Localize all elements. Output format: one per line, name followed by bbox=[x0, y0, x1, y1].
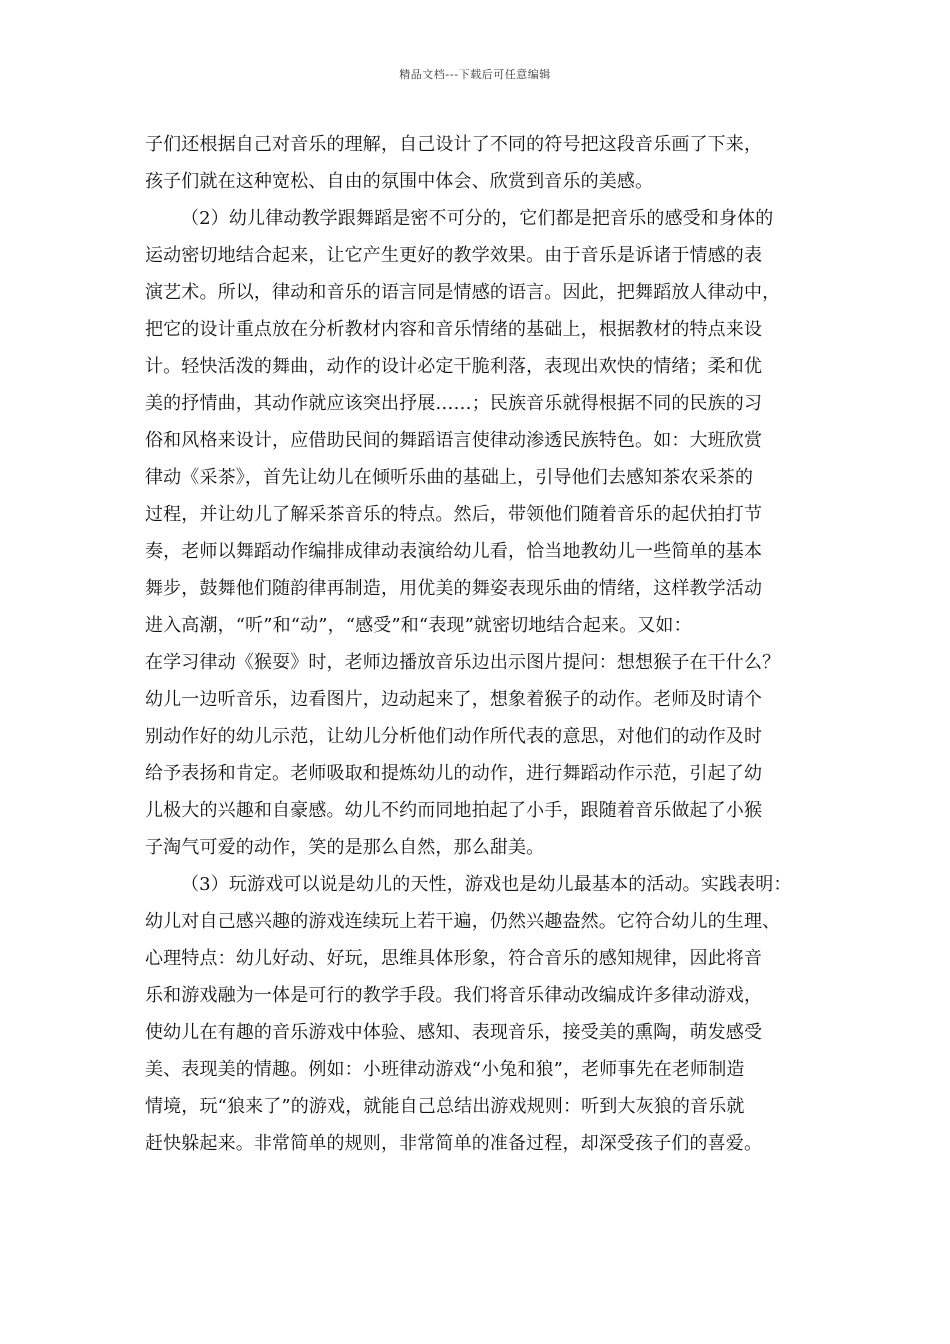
text-line: 过程，并让幼儿了解采茶音乐的特点。然后，带领他们随着音乐的起伏拍打节 bbox=[145, 504, 763, 525]
text-line: 舞步，鼓舞他们随韵律再制造，用优美的舞姿表现乐曲的情绪，这样教学活动 bbox=[145, 578, 763, 599]
text-line: 把它的设计重点放在分析教材内容和音乐情绪的基础上，根据教材的特点来设 bbox=[145, 319, 763, 340]
text-line: 赶快躲起来。非常简单的规则，非常简单的准备过程，却深受孩子们的喜爱。 bbox=[145, 1133, 763, 1154]
text-line: 演艺术。所以，律动和音乐的语言同是情感的语言。因此，把舞蹈放人律动中， bbox=[145, 282, 781, 303]
text-line: 使幼儿在有趣的音乐游戏中体验、感知、表现音乐，接受美的熏陶，萌发感受 bbox=[145, 1022, 763, 1043]
text-line: 给予表扬和肯定。老师吸取和提炼幼儿的动作，进行舞蹈动作示范，引起了幼 bbox=[145, 763, 763, 784]
text-line: 美的抒情曲，其动作就应该突出抒展……；民族音乐就得根据不同的民族的习 bbox=[145, 393, 763, 414]
text-line: 子淘气可爱的动作，笑的是那么自然，那么甜美。 bbox=[145, 837, 545, 858]
text-line: 运动密切地结合起来，让它产生更好的教学效果。由于音乐是诉诸于情感的表 bbox=[145, 245, 763, 266]
text-line: 儿极大的兴趣和自豪感。幼儿不约而同地拍起了小手，跟随着音乐做起了小猴 bbox=[145, 800, 763, 821]
text-line: 别动作好的幼儿示范，让幼儿分析他们动作所代表的意思，对他们的动作及时 bbox=[145, 726, 763, 747]
text-line: 幼儿一边听音乐，边看图片，边动起来了，想象着猴子的动作。老师及时请个 bbox=[145, 689, 763, 710]
paragraph-start-line: （2）幼儿律动教学跟舞蹈是密不可分的，它们都是把音乐的感受和身体的 bbox=[181, 208, 774, 229]
text-line: 乐和游戏融为一体是可行的教学手段。我们将音乐律动改编成许多律动游戏， bbox=[145, 985, 763, 1006]
paragraph-start-line: （3）玩游戏可以说是幼儿的天性，游戏也是幼儿最基本的活动。实践表明： bbox=[181, 874, 792, 895]
page-header: 精品文档---下载后可任意编辑 bbox=[399, 68, 551, 81]
text-line: 进入高潮，“听”和“动”，“感受”和“表现”就密切地结合起来。又如： bbox=[145, 615, 692, 636]
text-line: 俗和风格来设计，应借助民间的舞蹈语言使律动渗透民族特色。如：大班欣赏 bbox=[145, 430, 763, 451]
text-line: 律动《采茶》，首先让幼儿在倾听乐曲的基础上，引导他们去感知茶农采茶的 bbox=[145, 467, 754, 488]
text-line: 奏，老师以舞蹈动作编排成律动表演给幼儿看，恰当地教幼儿一些简单的基本 bbox=[145, 541, 763, 562]
text-line: 孩子们就在这种宽松、自由的氛围中体会、欣赏到音乐的美感。 bbox=[145, 171, 654, 192]
text-line: 幼儿对自己感兴趣的游戏连续玩上若干遍，仍然兴趣盎然。它符合幼儿的生理、 bbox=[145, 911, 781, 932]
text-line: 子们还根据自己对音乐的理解，自己设计了不同的符号把这段音乐画了下来， bbox=[145, 134, 763, 155]
text-line: 计。轻快活泼的舞曲，动作的设计必定干脆利落，表现出欢快的情绪；柔和优 bbox=[145, 356, 763, 377]
text-line: 情境，玩“狼来了”的游戏，就能自己总结出游戏规则：听到大灰狼的音乐就 bbox=[145, 1096, 745, 1117]
text-line: 心理特点：幼儿好动、好玩，思维具体形象，符合音乐的感知规律，因此将音 bbox=[145, 948, 763, 969]
text-line: 在学习律动《猴耍》时，老师边播放音乐边出示图片提问：想想猴子在干什么？ bbox=[145, 652, 781, 673]
body-text bbox=[145, 126, 810, 1162]
text-line: 美、表现美的情趣。例如：小班律动游戏“小兔和狼”，老师事先在老师制造 bbox=[145, 1059, 745, 1080]
